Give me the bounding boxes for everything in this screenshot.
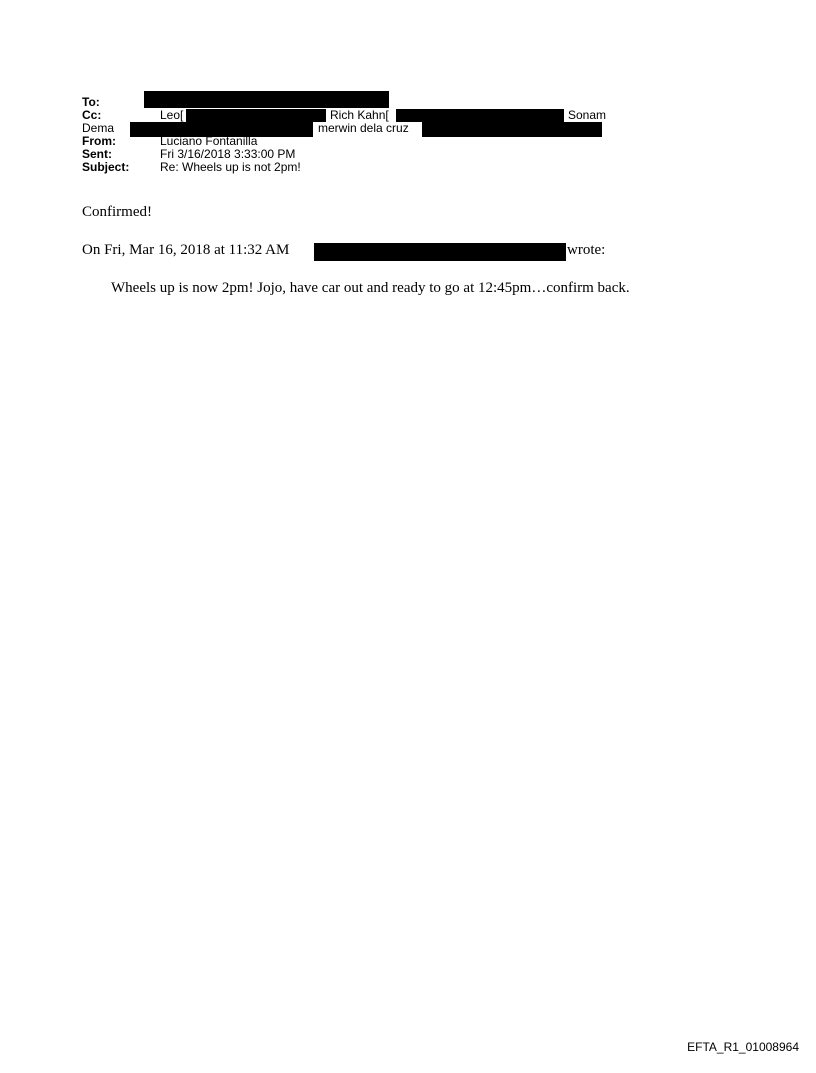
quoted-message: Wheels up is now 2pm! Jojo, have car out and ready to go at 12:45pm…confirm back. bbox=[111, 280, 630, 296]
quote-intro bbox=[82, 242, 642, 262]
sent-value: Fri 3/16/2018 3:33:00 PM bbox=[160, 147, 296, 161]
quote-intro-wrote: wrote: bbox=[567, 242, 606, 258]
redaction-block bbox=[396, 109, 564, 122]
email-header bbox=[82, 96, 642, 174]
redaction-block bbox=[144, 91, 389, 108]
cc-recipient: Rich Kahn[ bbox=[330, 108, 389, 122]
quote-intro-date: On Fri, Mar 16, 2018 at 11:32 AM bbox=[82, 242, 290, 258]
sent-label: Sent: bbox=[82, 147, 112, 161]
subject-value: Re: Wheels up is not 2pm! bbox=[160, 160, 301, 174]
cc-label: Cc: bbox=[82, 108, 102, 122]
reply-text: Confirmed! bbox=[82, 204, 152, 220]
redaction-block bbox=[314, 243, 566, 261]
cc-recipient: Dema bbox=[82, 121, 115, 135]
redaction-block bbox=[186, 109, 326, 122]
cc-recipient: merwin dela cruz bbox=[318, 121, 409, 135]
subject-label: Subject: bbox=[82, 160, 130, 174]
cc-recipient: Leo[ bbox=[160, 108, 184, 122]
to-label: To: bbox=[82, 95, 100, 109]
subject-row bbox=[82, 161, 642, 174]
cc-recipient: Sonam bbox=[568, 108, 607, 122]
from-label: From: bbox=[82, 134, 116, 148]
from-value: Luciano Fontanilla bbox=[160, 134, 258, 148]
document-id: EFTA_R1_01008964 bbox=[687, 1040, 799, 1054]
